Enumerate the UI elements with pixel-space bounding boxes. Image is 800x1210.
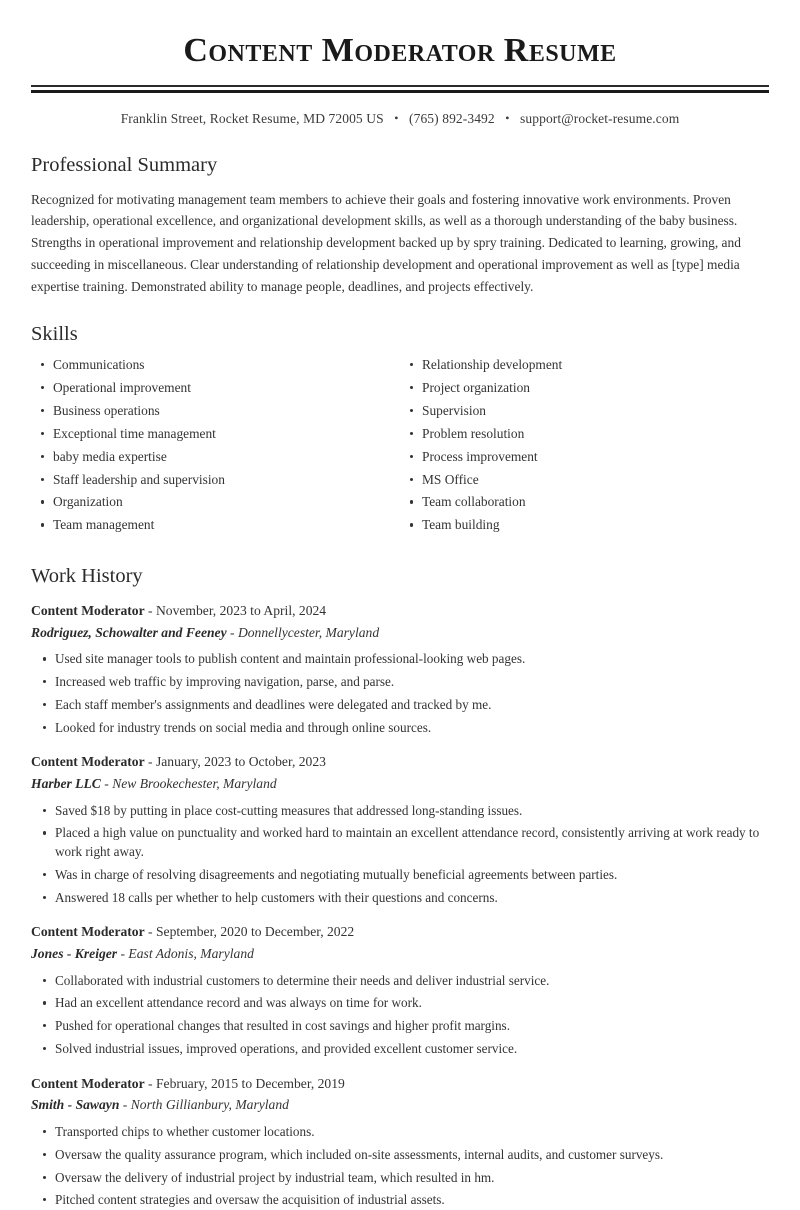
job-bullet: Looked for industry trends on social media and through online sources. (31, 719, 769, 738)
contact-phone: (765) 892-3492 (409, 111, 495, 127)
job-dates: February, 2015 to December, 2019 (155, 1075, 345, 1091)
job-bullet: Oversaw the delivery of industrial project by industrial team, which resulted in hm. (31, 1169, 769, 1188)
job-title-separator: - (144, 754, 156, 770)
job-bullet-list (31, 802, 769, 908)
work-entry-title-line (31, 752, 769, 772)
job-bullet: Collaborated with industrial customers to determine their needs and deliver industrial service. (31, 972, 769, 991)
job-bullet: Placed a high value on punctuality and worked hard to maintain an excellent attendance record, consistently arriving at work ready to work right away. (31, 824, 769, 861)
job-title: Content Moderator (31, 924, 145, 940)
job-location: New Brookechester, Maryland (112, 775, 277, 791)
job-bullet: Saved $18 by putting in place cost-cutting measures that addressed long-standing issues. (31, 802, 769, 821)
job-company-separator: - (100, 775, 113, 791)
work-entry (31, 601, 769, 737)
job-company: Smith - Sawayn (31, 1097, 120, 1113)
job-bullet: Transported chips to whether customer locations. (31, 1123, 769, 1142)
work-entry-title-line (31, 1074, 769, 1094)
job-location: Donnellycester, Maryland (237, 624, 380, 640)
job-bullet: Was in charge of resolving disagreements and negotiating mutually beneficial agreements between parties. (31, 866, 769, 885)
job-bullet: Pushed for operational changes that resulted in cost savings and higher profit margins. (31, 1017, 769, 1036)
resume-title: Content Moderator Resume (183, 32, 617, 69)
divider-line-bottom (31, 90, 769, 93)
work-entry-company-line (31, 1095, 769, 1115)
summary-heading: Professional Summary (31, 154, 218, 177)
job-bullet: Had an excellent attendance record and was always on time for work. (31, 994, 769, 1013)
job-location: North Gillianbury, Maryland (130, 1097, 289, 1113)
job-dates: January, 2023 to October, 2023 (155, 754, 326, 770)
job-title-separator: - (144, 1075, 156, 1091)
skill-item: Business operations (31, 402, 400, 419)
job-bullet: Answered 18 calls per whether to help customers with their questions and concerns. (31, 889, 769, 908)
skill-item: Exceptional time management (31, 425, 400, 442)
skills-column-right (400, 356, 769, 539)
skills-columns (31, 356, 769, 539)
skill-item: Team building (400, 516, 769, 533)
section-work-history (31, 539, 769, 1210)
job-title: Content Moderator (31, 1075, 145, 1091)
job-company-separator: - (226, 624, 238, 640)
work-history-heading: Work History (31, 565, 143, 588)
contact-address: Franklin Street, Rocket Resume, MD 72005 US (120, 111, 384, 127)
job-bullet-list (31, 972, 769, 1059)
skill-item: Relationship development (400, 356, 769, 373)
skill-item: Operational improvement (31, 379, 400, 396)
contact-email[interactable]: support@rocket-resume.com (520, 111, 680, 127)
contact-separator-2: • (505, 111, 510, 126)
work-entry (31, 922, 769, 1058)
skill-item: Team management (31, 516, 400, 533)
skill-item: baby media expertise (31, 448, 400, 465)
work-entry-title-line (31, 601, 769, 621)
skill-item: MS Office (400, 471, 769, 488)
job-company-separator: - (119, 1097, 131, 1113)
job-company: Jones - Kreiger (31, 946, 118, 962)
skills-column-left (31, 356, 400, 539)
skills-heading: Skills (31, 323, 78, 346)
skill-item: Supervision (400, 402, 769, 419)
work-entry-company-line (31, 944, 769, 964)
job-bullet-list (31, 1123, 769, 1210)
skills-list-left (31, 356, 400, 534)
job-bullet: Oversaw the quality assurance program, which included on-site assessments, internal audits, and customer surveys. (31, 1146, 769, 1165)
skill-item: Team collaboration (400, 493, 769, 510)
job-company: Rodriguez, Schowalter and Feeney (31, 624, 227, 640)
skill-item: Staff leadership and supervision (31, 471, 400, 488)
work-entry (31, 1074, 769, 1210)
job-title-separator: - (144, 602, 156, 618)
job-title: Content Moderator (31, 602, 145, 618)
work-entry-title-line (31, 922, 769, 942)
job-bullet: Pitched content strategies and oversaw the acquisition of industrial assets. (31, 1191, 769, 1210)
job-bullet: Solved industrial issues, improved operations, and provided excellent customer service. (31, 1040, 769, 1059)
skill-item: Organization (31, 493, 400, 510)
work-history-entries (31, 601, 769, 1210)
contact-separator-1: • (394, 111, 399, 126)
header-divider (31, 85, 769, 93)
skill-item: Process improvement (400, 448, 769, 465)
work-entry-company-line (31, 623, 769, 643)
section-professional-summary (31, 127, 769, 297)
section-skills (31, 297, 769, 539)
skill-item: Problem resolution (400, 425, 769, 442)
summary-text: Recognized for motivating management team members to achieve their goals and fostering innovative work environments. Proven leadership, operational excellence, and organizational development skills, as well as a thorough understanding of the baby business. Strengths in operational improvement and relationship development backed up by spry training. Dedicated to learning, growing, and succeeding in miscellaneous. Clear understanding of relationship development and operational improvement as well as [type] media expertise training. Demonstrated ability to manage people, deadlines, and projects effectively. (31, 191, 741, 294)
job-bullet-list (31, 650, 769, 737)
contact-line (31, 111, 769, 127)
skill-item: Project organization (400, 379, 769, 396)
job-dates: November, 2023 to April, 2024 (155, 602, 327, 618)
job-bullet: Used site manager tools to publish content and maintain professional-looking web pages. (31, 650, 769, 669)
work-entry (31, 752, 769, 907)
skills-list-right (400, 356, 769, 534)
job-title-separator: - (144, 924, 156, 940)
job-location: East Adonis, Maryland (128, 946, 254, 962)
job-dates: September, 2020 to December, 2022 (155, 924, 355, 940)
job-company: Harber LLC (31, 775, 101, 791)
job-bullet: Each staff member's assignments and deadlines were delegated and tracked by me. (31, 696, 769, 715)
work-entry-company-line (31, 774, 769, 794)
job-title: Content Moderator (31, 754, 145, 770)
job-company-separator: - (117, 946, 129, 962)
job-bullet: Increased web traffic by improving navigation, parse, and parse. (31, 673, 769, 692)
skill-item: Communications (31, 356, 400, 373)
